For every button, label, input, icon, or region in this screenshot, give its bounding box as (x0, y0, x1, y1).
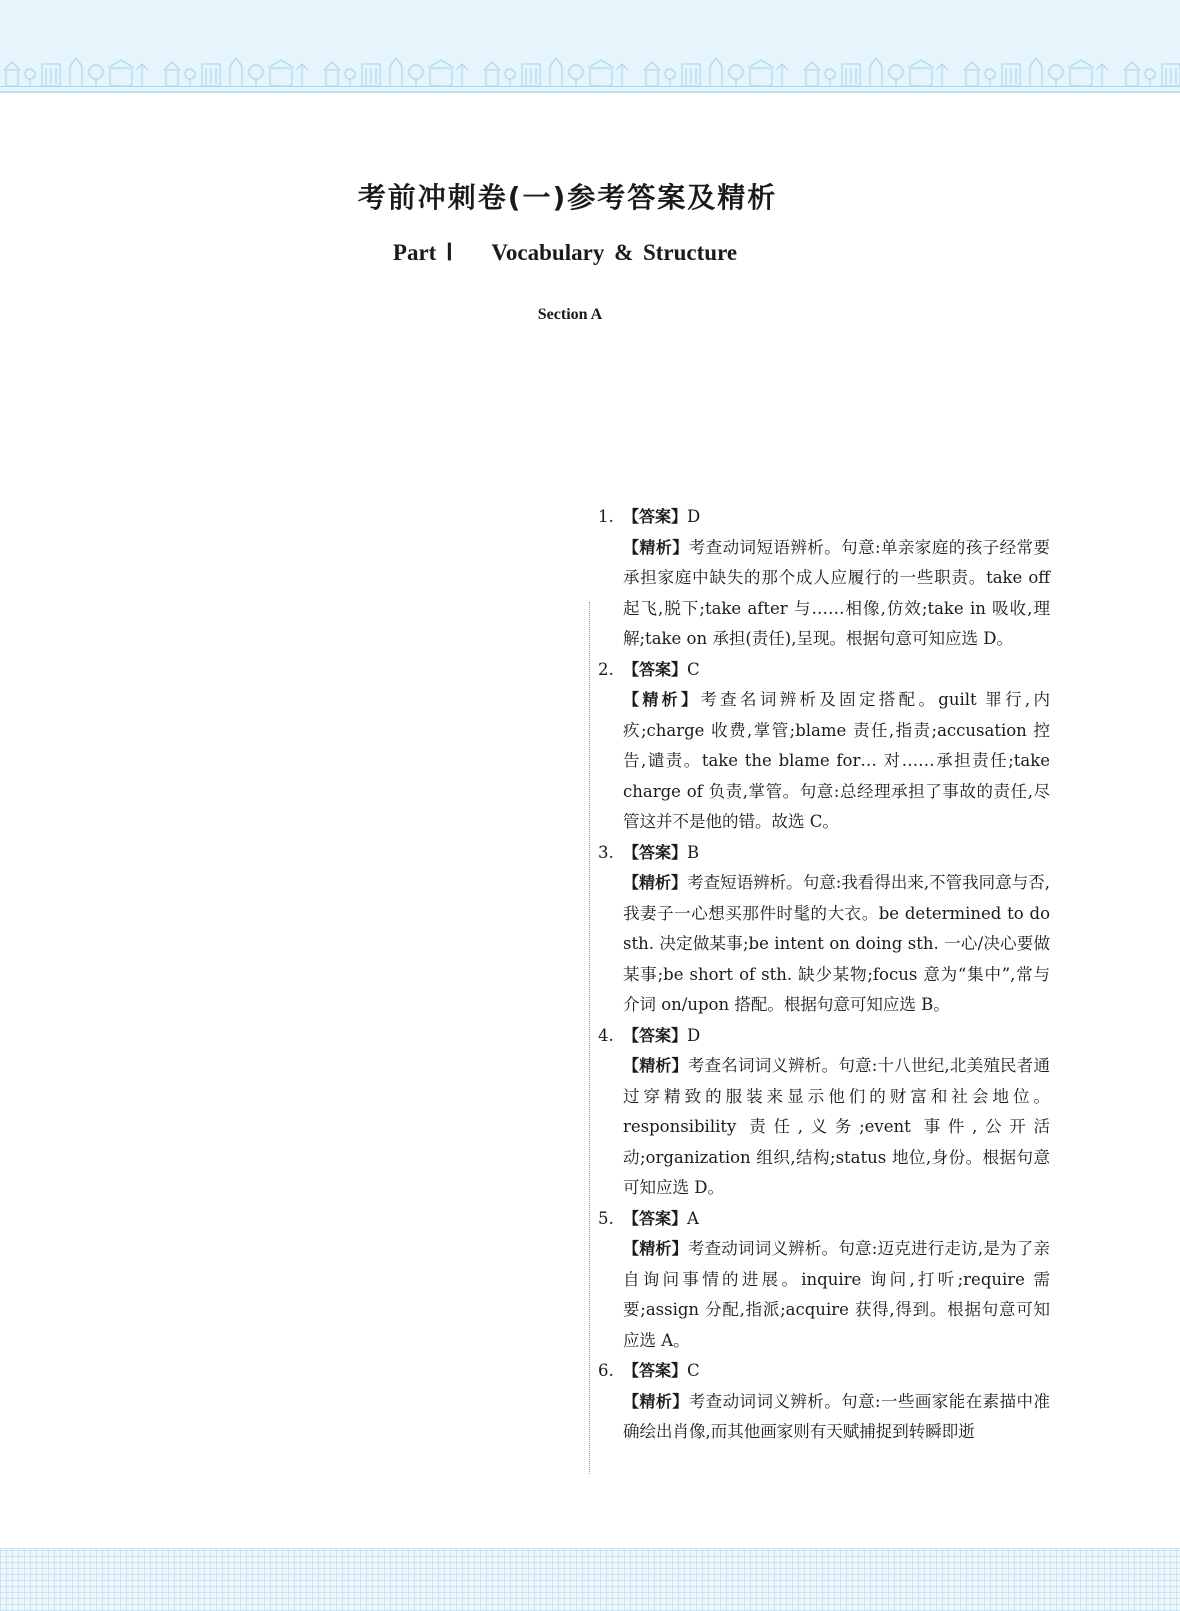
answer-list (598, 502, 1050, 1448)
answer-label: 【答案】 (623, 1025, 688, 1045)
analysis-text: 考查名词词义辨析。句意:十八世纪,北美殖民者通过穿精致的服装来显示他们的财富和社会地位。responsibility 责任,义务;event 事件,公开活动;organization 组织,结构;status 地位,身份。根据句意可知应选 D。 (623, 1056, 1050, 1197)
answer-item (598, 838, 1050, 1021)
question-number: 4. (598, 1025, 614, 1045)
question-number: 3. (598, 842, 614, 862)
skyline-decoration (0, 48, 1180, 90)
analysis-label: 【精析】 (623, 1056, 688, 1075)
part-heading: Part Ⅰ Vocabulary & Structure (392, 240, 738, 265)
analysis-label: 【精析】 (623, 1391, 689, 1411)
analysis-paragraph (598, 1387, 1050, 1448)
answer-value: A (687, 1208, 699, 1228)
page-title: 考前冲刺卷(一)参考答案及精析 (357, 181, 778, 214)
analysis-label: 【精析】 (623, 873, 688, 892)
section-heading: Section A (537, 306, 603, 323)
analysis-paragraph (598, 1051, 1050, 1204)
answer-item (598, 1356, 1050, 1448)
analysis-label: 【精析】 (623, 1239, 688, 1258)
analysis-paragraph (598, 868, 1050, 1021)
analysis-text: 考查短语辨析。句意:我看得出来,不管我同意与否,我妻子一心想买那件时髦的大衣。be determined to do sth. 决定做某事;be intent on doing sth. 一心/决心要做某事;be short of sth. 缺少某物;focus 意为“集中”,常与介词 on/upon 搭配。根据句意可知应选 B。 (623, 873, 1050, 1014)
column-divider (589, 602, 590, 1474)
answer-value: C (687, 659, 700, 679)
answer-value: D (687, 1025, 701, 1045)
header-decorative-band (0, 0, 1180, 93)
answer-line (598, 502, 1050, 533)
answer-item (598, 502, 1050, 655)
answer-line (598, 655, 1050, 686)
question-number: 2. (598, 659, 614, 679)
analysis-paragraph (598, 685, 1050, 838)
analysis-text: 考查动词短语辨析。句意:单亲家庭的孩子经常要承担家庭中缺失的那个成人应履行的一些职责。take off 起飞,脱下;take after 与……相像,仿效;take in 吸收,理解;take on 承担(责任),呈现。根据句意可知应选 D。 (623, 537, 1050, 648)
answer-label: 【答案】 (623, 842, 688, 862)
answer-label: 【答案】 (623, 659, 688, 679)
answer-label: 【答案】 (623, 1361, 688, 1380)
analysis-paragraph (598, 533, 1050, 655)
analysis-text: 考查名词辨析及固定搭配。guilt 罪行,内疚;charge 收费,掌管;blame 责任,指责;accusation 控告,谴责。take the blame for… 对……承担责任;take charge of 负责,掌管。句意:总经理承担了事故的责任,尽管这并不是他的错。故选 C。 (623, 690, 1050, 831)
footer-decorative-band (0, 1548, 1180, 1611)
answer-line (598, 838, 1050, 869)
analysis-label: 【精析】 (623, 690, 701, 709)
answer-line (598, 1204, 1050, 1235)
answer-value: C (687, 1361, 700, 1380)
analysis-label: 【精析】 (623, 537, 689, 557)
answer-item (598, 1204, 1050, 1357)
question-number: 6. (598, 1361, 614, 1380)
answer-value: B (687, 842, 700, 862)
analysis-paragraph (598, 1234, 1050, 1356)
analysis-text: 考查动词词义辨析。句意:一些画家能在素描中准确绘出肖像,而其他画家则有天赋捕捉到转瞬即逝 (623, 1391, 1050, 1441)
question-number: 1. (598, 507, 614, 526)
answer-value: D (687, 507, 701, 526)
answer-item (598, 1021, 1050, 1204)
answer-label: 【答案】 (623, 507, 688, 526)
answer-item (598, 655, 1050, 838)
answer-line (598, 1356, 1050, 1387)
analysis-text: 考查动词词义辨析。句意:迈克进行走访,是为了亲自询问事情的进展。inquire 询问,打听;require 需要;assign 分配,指派;acquire 获得,得到。根据句意可知应选 A。 (623, 1239, 1050, 1350)
answer-label: 【答案】 (623, 1208, 688, 1228)
answer-line (598, 1021, 1050, 1052)
question-number: 5. (598, 1208, 614, 1228)
